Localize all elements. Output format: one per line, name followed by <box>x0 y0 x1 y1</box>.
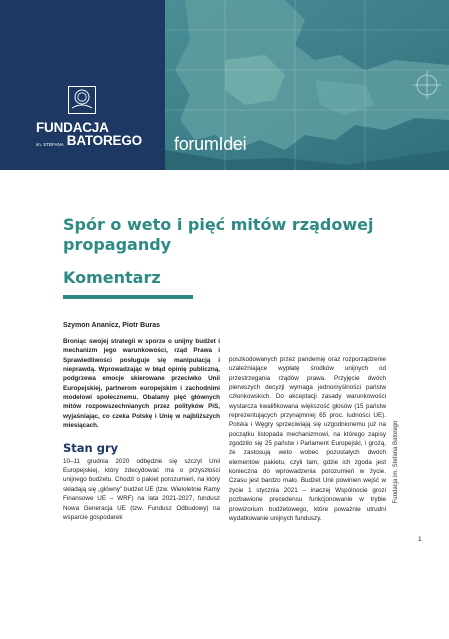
column-left <box>63 337 220 522</box>
lead-paragraph: Broniąc swojej strategii w sporze o unijny budżet i mechanizm jego warunkowości, rząd Prawa i Sprawiedliwości posługuje się manipulacją i nieprawdą. Wprowadzając w błąd opinię publiczną, podgrzewa emocje skierowane przeciwko Unii Europejskiej, partnerom europejskim i zachodnimi modelowi społecznemu. Obalamy pięć głównych mitów rozpowszechnianych przez polityków PiS, wyjaśniając, co czeka Polskę i Unię w najbliższych miesiącach. <box>63 338 220 430</box>
org-line2: BATOREGO <box>66 133 142 148</box>
body-paragraph-2: poszkodowanych przez pandemię oraz rozporządzenie uzależniające wypłatę środków unijnych od przestrzegania rządów prawa. Przyjęcie dwóch pierwszych decyzji wymaga jednomyślności państw członkowskich. Do akceptacji zasady warunkowości wystarcza kwalifikowana większość głosów (15 państw reprezentujących przynajmniej 65 proc. ludności UE). Polska i Węgry sprzeciwiają się uzgodnionemu już na początku listopada mechanizmowi, na którego zapisy zgodziło się 25 państw i Parlament Europejski, i grożą, że zastosują weto wobec pozostałych dwóch elementów pakietu, czyli tam, gdzie ich zgoda jest konieczna do wprowadzenia porozumień w życie. Czasu jest bardzo mało. Budżet Unii powinien wejść w życie 1 stycznia 2021 – inaczej Wspólnocie grozi pozbawione precedensu funkcjonowanie w trybie prowizorium budżetowego, które poważnie utrudni wydatkowanie unijnych funduszy. <box>229 356 386 522</box>
body-paragraph-1: 10–11 grudnia 2020 odbędzie się szczyt Unii Europejskiej, który zdecydować ma o przyszłości unijnego budżetu. Chodzi o pakiet porozumień, na który składają się „główny” budżet UE (tzw. Wieloletnie Ramy Finansowe UE – WRF) na lata 2021-2027, fundusz Nowa Generacja UE (tzw. Fundusz Odbudowy) na wsparcie gospodarek <box>63 457 220 521</box>
column-right <box>229 355 386 523</box>
side-label <box>389 402 403 522</box>
page-number: 1 <box>418 536 422 543</box>
side-label-text: Fundacja im. Stefana Batorego <box>393 420 399 504</box>
section-heading: Stan gry <box>63 441 119 456</box>
fundacja-logo-icon <box>68 86 96 114</box>
series-name: forumIdei <box>174 134 247 154</box>
org-line1: FUNDACJA <box>36 120 109 135</box>
document-title: Spór o weto i pięć mitów rządowej propagandy <box>63 215 374 254</box>
org-small-text: im. STEFANA <box>36 142 64 147</box>
organization-name <box>36 121 142 147</box>
title-underline <box>63 295 193 299</box>
authors: Szymon Ananicz, Piotr Buras <box>63 322 160 329</box>
document-subtitle: Komentarz <box>63 268 161 287</box>
